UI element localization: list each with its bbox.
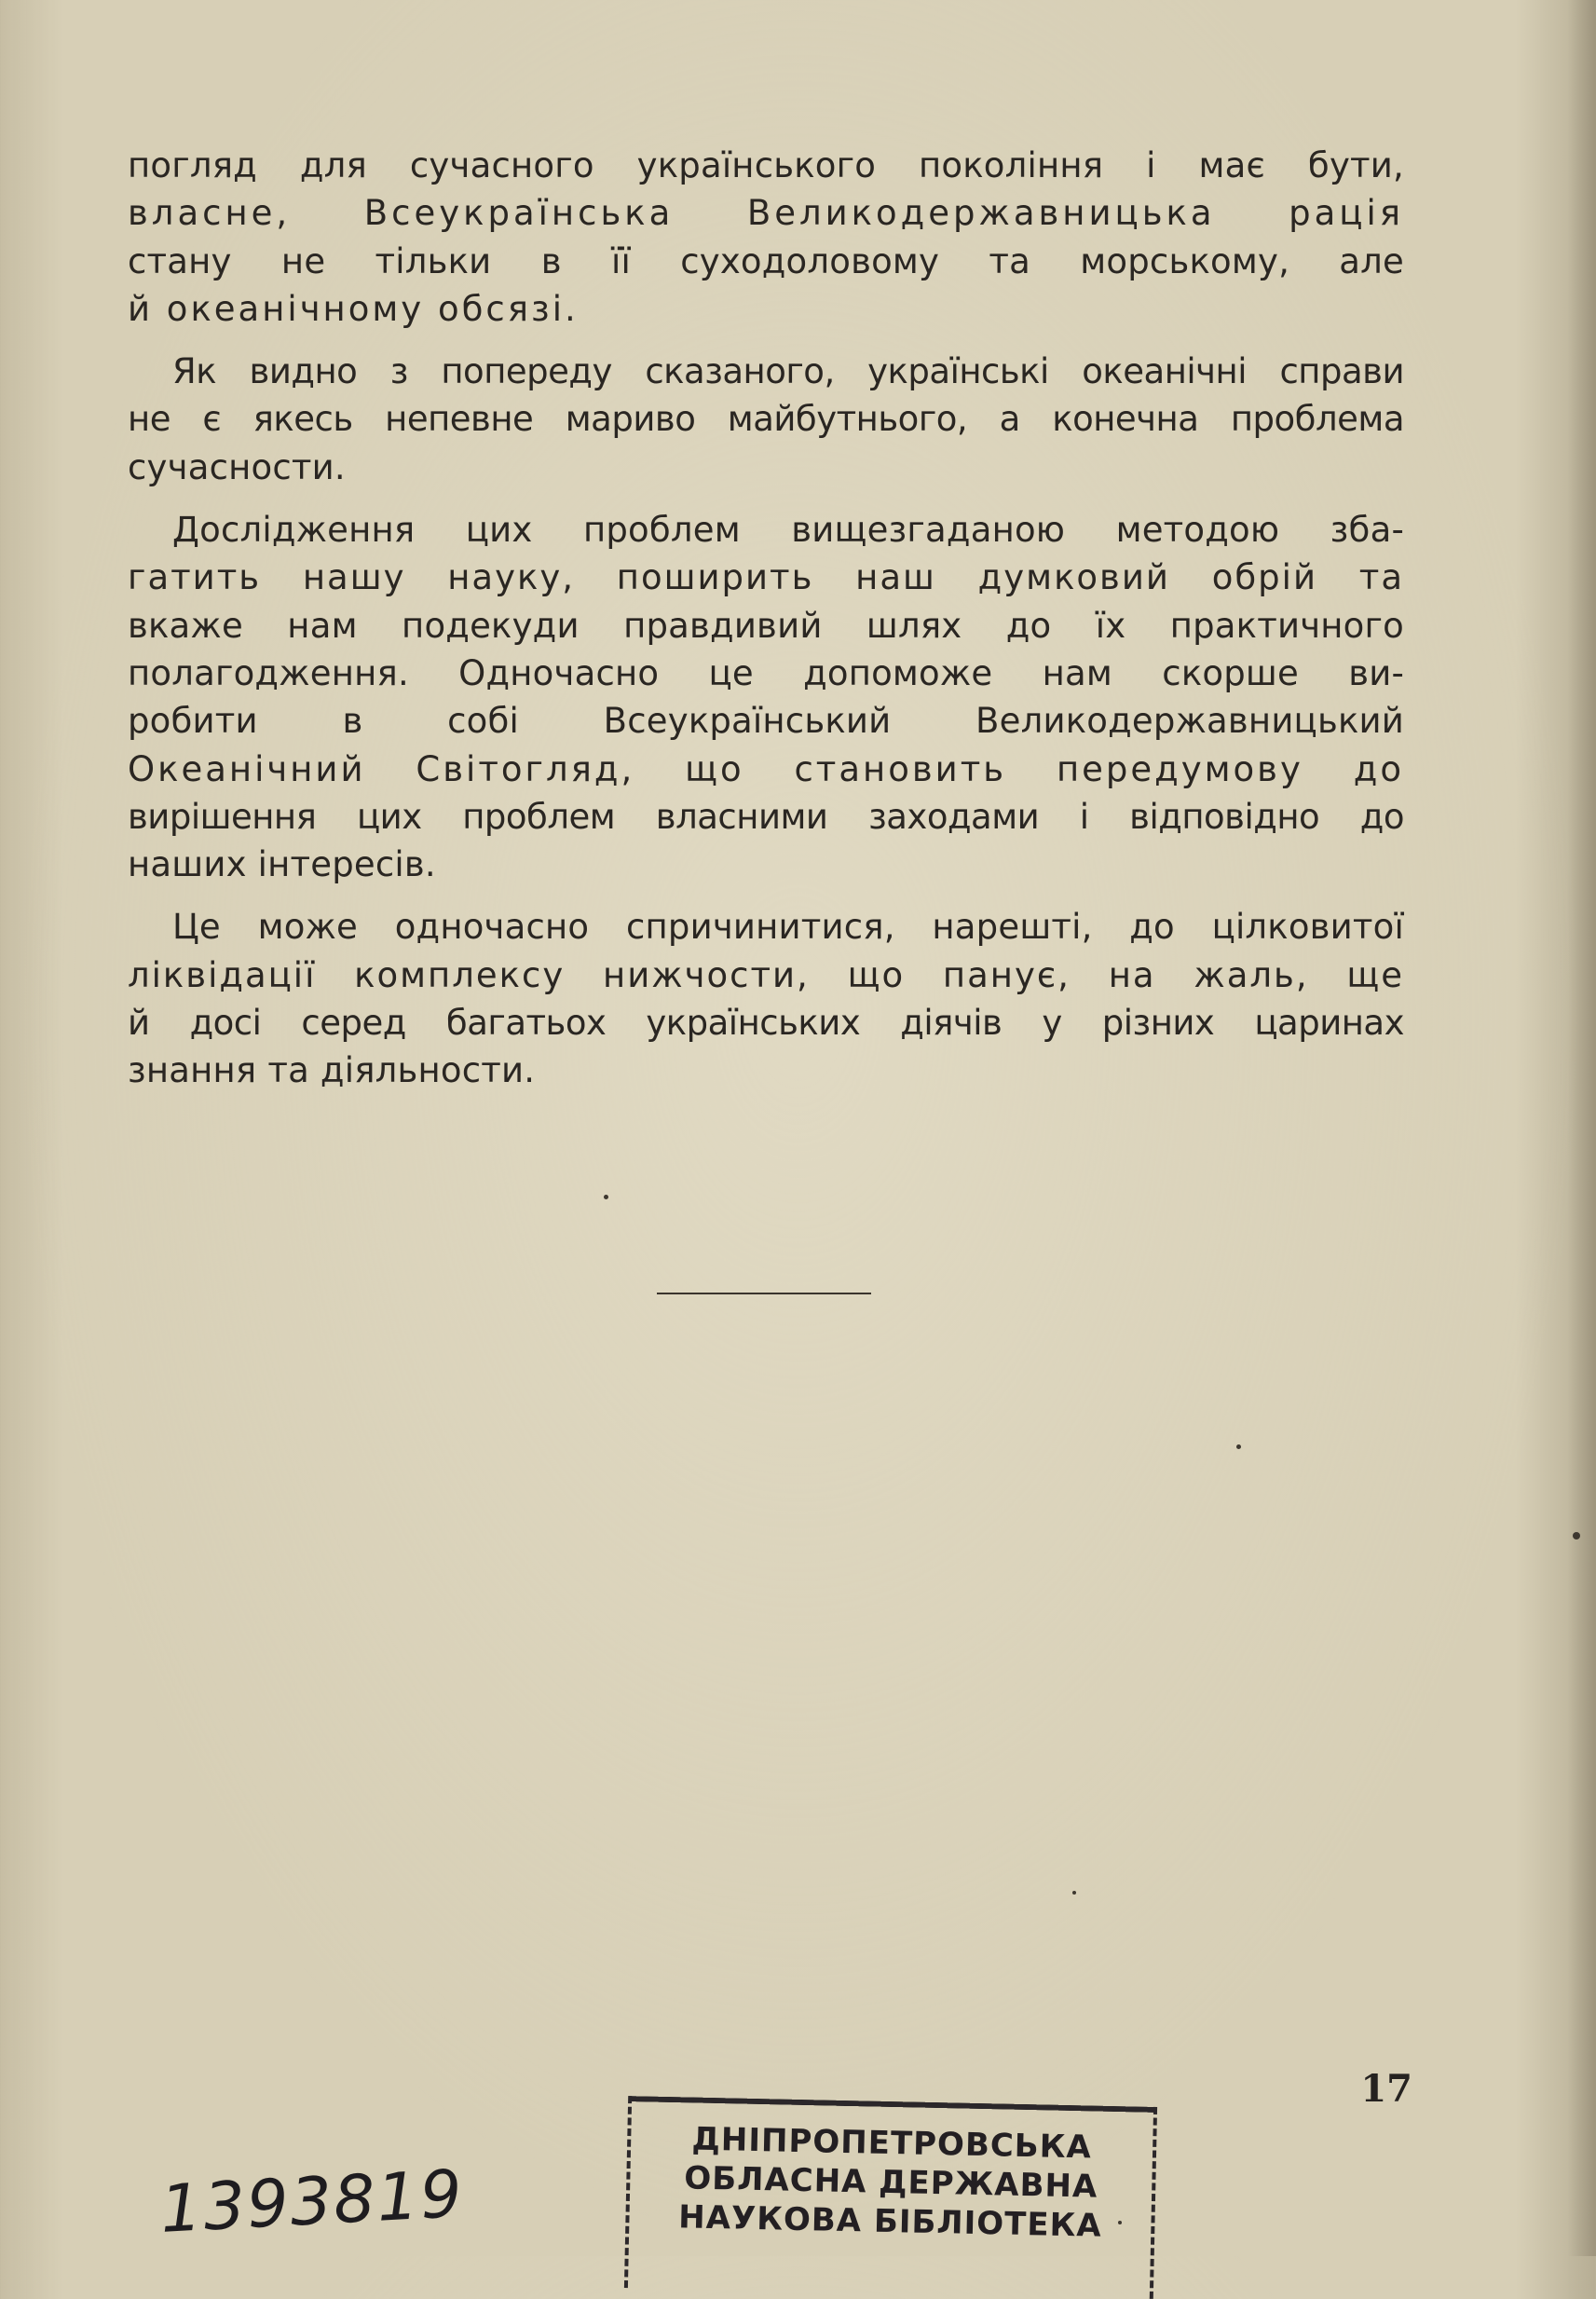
paragraph-1 (128, 142, 1404, 333)
paper-speck (604, 1195, 608, 1199)
text-line: й океанічному обсязі. (128, 288, 579, 329)
stamp-line: ОБЛАСНА ДЕРЖАВНА (683, 2159, 1098, 2206)
text-line: вирішення цих проблем власними заходами і відповідно до (128, 796, 1404, 837)
page-edge-shadow (1568, 0, 1596, 2256)
paragraph-2 (128, 348, 1404, 491)
text-line: Як видно з попереду сказаного, українські океанічні справи (172, 351, 1404, 392)
text-line: Океанічний Світогляд, що становить передумову до (128, 748, 1404, 789)
text-line: Це може одночасно спричинитися, нарешті, до цілковитої (172, 907, 1404, 948)
text-line: Дослідження цих проблем вищезгаданою методою зба- (172, 510, 1404, 551)
section-divider (657, 1293, 871, 1294)
text-line: сучасности. (128, 446, 346, 487)
text-line: ліквідації комплексу нижчости, що панує, на жаль, ще (128, 954, 1404, 995)
text-line: погляд для сучасного українського покоління і має бути, (128, 145, 1404, 185)
body-text (128, 142, 1404, 1095)
text-line: знання та діяльности. (128, 1050, 536, 1091)
paragraph-4 (128, 903, 1404, 1094)
stamp-line: ДНІПРОПЕТРОВСЬКА (691, 2120, 1093, 2167)
text-line: не є якесь непевне мариво майбутнього, а конечна проблема (128, 399, 1404, 440)
paper-speck (1072, 1891, 1076, 1895)
text-line: гатить нашу науку, поширить наш думковий обрій та (128, 557, 1404, 598)
handwritten-inventory-number: 1393819 (158, 2155, 466, 2248)
stamp-line: НАУКОВА БІБЛІОТЕКА (677, 2198, 1103, 2245)
text-line: власне, Всеукраїнська Великодержавницька рація (128, 193, 1404, 234)
text-line: стану не тільки в її суходоловому та морському, але (128, 240, 1404, 281)
text-line: полагодження. Одночасно це допоможе нам скорше ви- (128, 652, 1404, 693)
text-line: й досі серед багатьох українських діячів у різних царинах (128, 1003, 1404, 1044)
text-line: робити в собі Всеукраїнський Великодержавницький (128, 701, 1404, 742)
library-stamp (624, 2096, 1157, 2299)
paper-speck (1118, 2221, 1122, 2224)
paper-speck (1573, 1532, 1580, 1540)
paragraph-3 (128, 506, 1404, 888)
page-number: 17 (1360, 2067, 1412, 2111)
text-line: наших інтересів. (128, 844, 436, 885)
text-line: вкаже нам подекуди правдивий шлях до їх практичного (128, 605, 1404, 646)
paper-speck (1236, 1444, 1241, 1449)
